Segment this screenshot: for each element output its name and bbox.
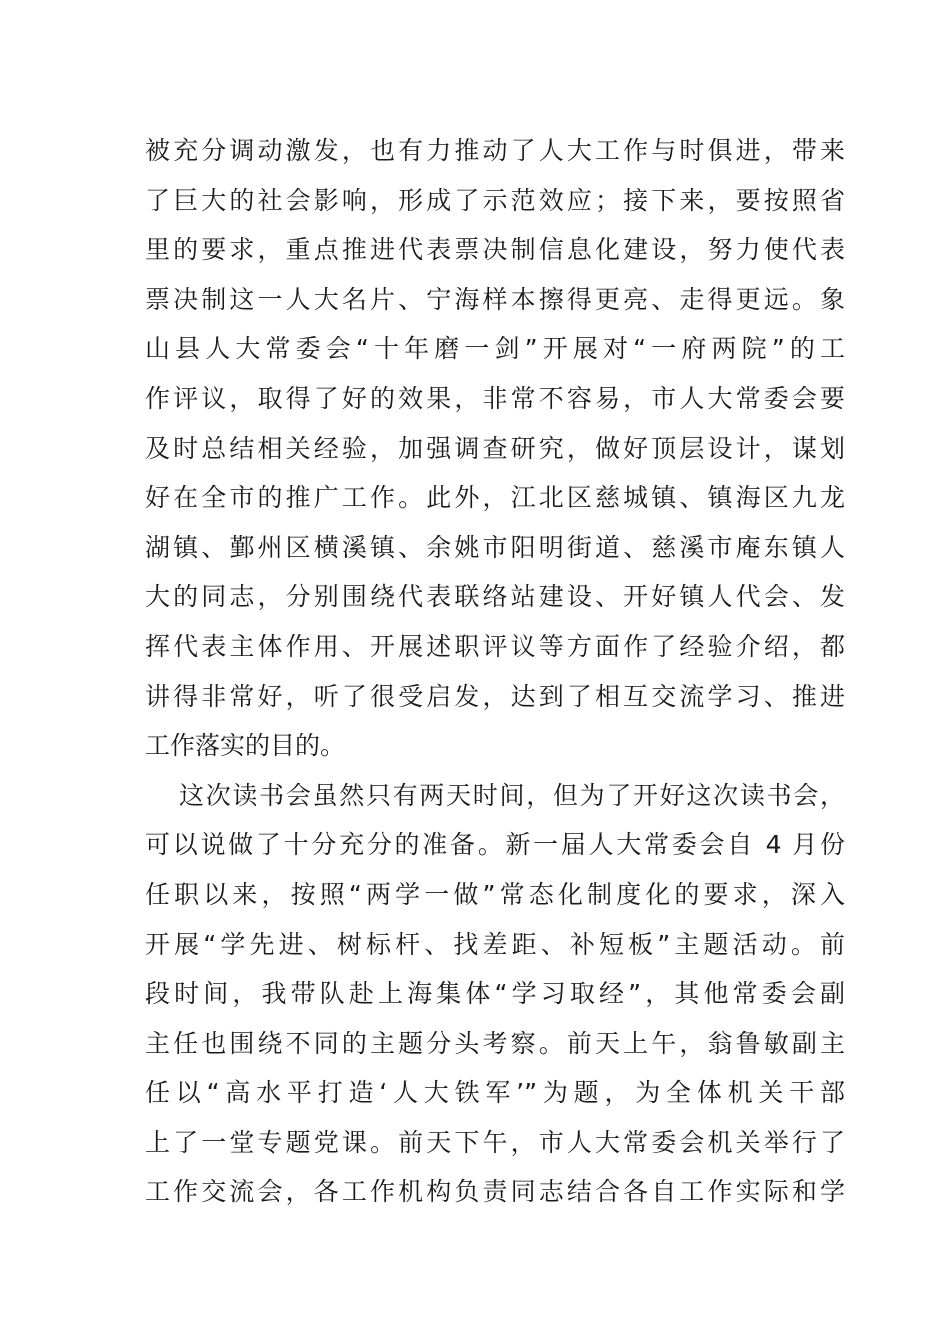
text-line: 山县人大常委会“十年磨一剑”开展对“一府两院”的工 xyxy=(145,334,845,364)
text-line: 了巨大的社会影响，形成了示范效应；接下来，要按照省 xyxy=(145,185,845,215)
text-line: 作评议，取得了好的效果，非常不容易，市人大常委会要 xyxy=(145,383,845,413)
paragraph-2 xyxy=(145,771,845,1217)
text-line: 讲得非常好，听了很受启发，达到了相互交流学习、推进 xyxy=(145,681,845,711)
text-line: 湖镇、鄞州区横溪镇、余姚市阳明街道、慈溪市庵东镇人 xyxy=(145,532,845,562)
text-line: 票决制这一人大名片、宁海样本擦得更亮、走得更远。象 xyxy=(145,284,845,314)
body-text xyxy=(145,126,845,1217)
text-line: 这次读书会虽然只有两天时间，但为了开好这次读书会， xyxy=(179,780,845,810)
text-line: 任职以来，按照“两学一做”常态化制度化的要求，深入 xyxy=(145,879,845,909)
text-line: 及时总结相关经验，加强调查研究，做好顶层设计，谋划 xyxy=(145,433,845,463)
text-line: 工作交流会，各工作机构负责同志结合各自工作实际和学 xyxy=(145,1177,845,1207)
text-line: 里的要求，重点推进代表票决制信息化建设，努力使代表 xyxy=(145,235,845,265)
text-line: 挥代表主体作用、开展述职评议等方面作了经验介绍，都 xyxy=(145,631,845,661)
paragraph-1 xyxy=(145,126,845,771)
text-line: 上了一堂专题党课。前天下午，市人大常委会机关举行了 xyxy=(145,1127,845,1157)
text-line: 好在全市的推广工作。此外，江北区慈城镇、镇海区九龙 xyxy=(145,483,845,513)
text-line: 主任也围绕不同的主题分头考察。前天上午，翁鲁敏副主 xyxy=(145,1028,845,1058)
text-line: 开展“学先进、树标杆、找差距、补短板”主题活动。前 xyxy=(145,929,845,959)
text-line: 任以“高水平打造‘人大铁军’”为题，为全体机关干部 xyxy=(145,1078,845,1108)
text-line: 大的同志，分别围绕代表联络站建设、开好镇人代会、发 xyxy=(145,582,845,612)
text-line: 被充分调动激发，也有力推动了人大工作与时俱进，带来 xyxy=(145,136,845,165)
text-line: 段时间，我带队赴上海集体“学习取经”，其他常委会副 xyxy=(145,979,845,1009)
text-line: 工作落实的目的。 xyxy=(145,731,346,761)
text-line: 可以说做了十分充分的准备。新一届人大常委会自 4 月份 xyxy=(145,830,845,860)
